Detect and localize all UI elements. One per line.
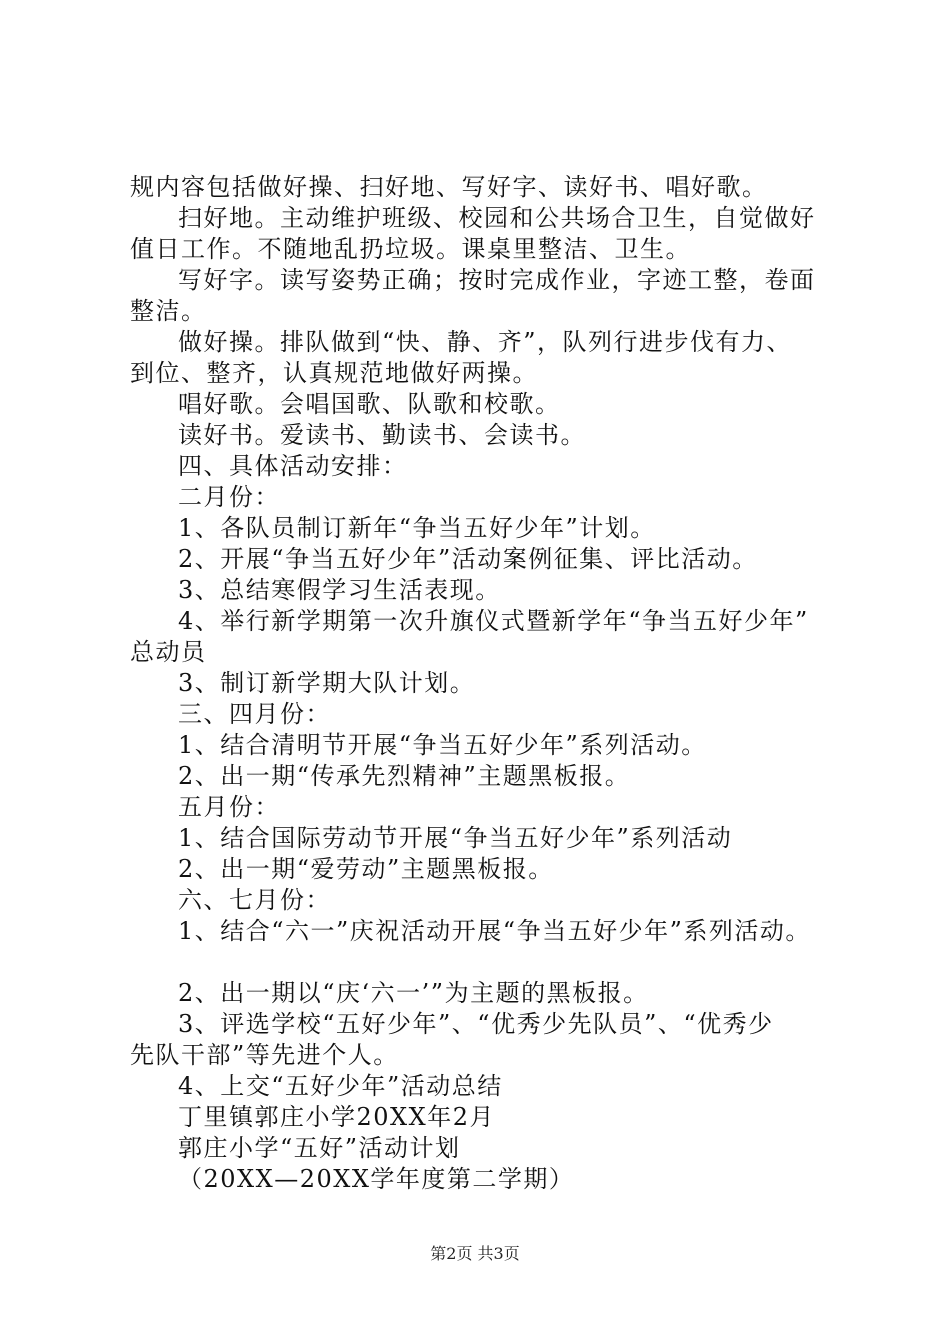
text-line: 郭庄小学“五好”活动计划 [178,1134,461,1162]
text-line: 规内容包括做好操、扫好地、写好字、读好书、唱好歌。 [130,173,768,201]
blank-line [130,947,850,978]
text-line: 2、出一期“传承先烈精神”主题黑板报。 [178,762,631,790]
text-line: 二月份： [178,483,280,511]
text-line: （20XX—20XX学年度第二学期） [178,1165,575,1193]
text-line: 值日工作。不随地乱扔垃圾。课桌里整洁、卫生。 [130,235,691,263]
text-line: 整洁。 [130,297,207,325]
text-line: 五月份： [178,793,280,821]
text-line: 2、开展“争当五好少年”活动案例征集、评比活动。 [178,545,758,573]
text-line: 唱好歌。会唱国歌、队歌和校歌。 [178,390,561,418]
text-line: 1、结合“六一”庆祝活动开展“争当五好少年”系列活动。 [178,917,811,945]
text-line: 2、出一期以“庆‘六一’”为主题的黑板报。 [178,979,649,1007]
text-line: 1、各队员制订新年“争当五好少年”计划。 [178,514,656,542]
text-line: 到位、整齐，认真规范地做好两操。 [130,359,538,387]
text-line: 扫好地。主动维护班级、校园和公共场合卫生，自觉做好 [178,204,816,232]
text-line: 4、上交“五好少年”活动总结 [178,1072,503,1100]
text-line: 1、结合国际劳动节开展“争当五好少年”系列活动 [178,824,733,852]
text-line: 4、举行新学期第一次升旗仪式暨新学年“争当五好少年” [178,607,809,635]
text-line: 四、具体活动安排： [178,452,408,480]
document-body [130,172,850,1195]
text-line: 读好书。爱读书、勤读书、会读书。 [178,421,586,449]
text-line: 做好操。排队做到“快、静、齐”，队列行进步伐有力、 [178,328,793,356]
text-line: 2、出一期“爱劳动”主题黑板报。 [178,855,554,883]
text-line: 先队干部”等先进个人。 [130,1041,399,1069]
text-line: 三、四月份： [178,700,331,728]
text-line: 1、结合清明节开展“争当五好少年”系列活动。 [178,731,707,759]
text-line: 3、制订新学期大队计划。 [178,669,476,697]
text-line: 总动员 [130,638,207,666]
text-line: 写好字。读写姿势正确；按时完成作业，字迹工整，卷面 [178,266,816,294]
text-line: 3、评选学校“五好少年”、“优秀少先队员”、“优秀少 [178,1010,774,1038]
text-line: 3、总结寒假学习生活表现。 [178,576,501,604]
text-line: 六、七月份： [178,886,331,914]
page-footer: 第2页 共3页 [430,1244,520,1263]
text-line: 丁里镇郭庄小学20XX年2月 [178,1103,495,1131]
